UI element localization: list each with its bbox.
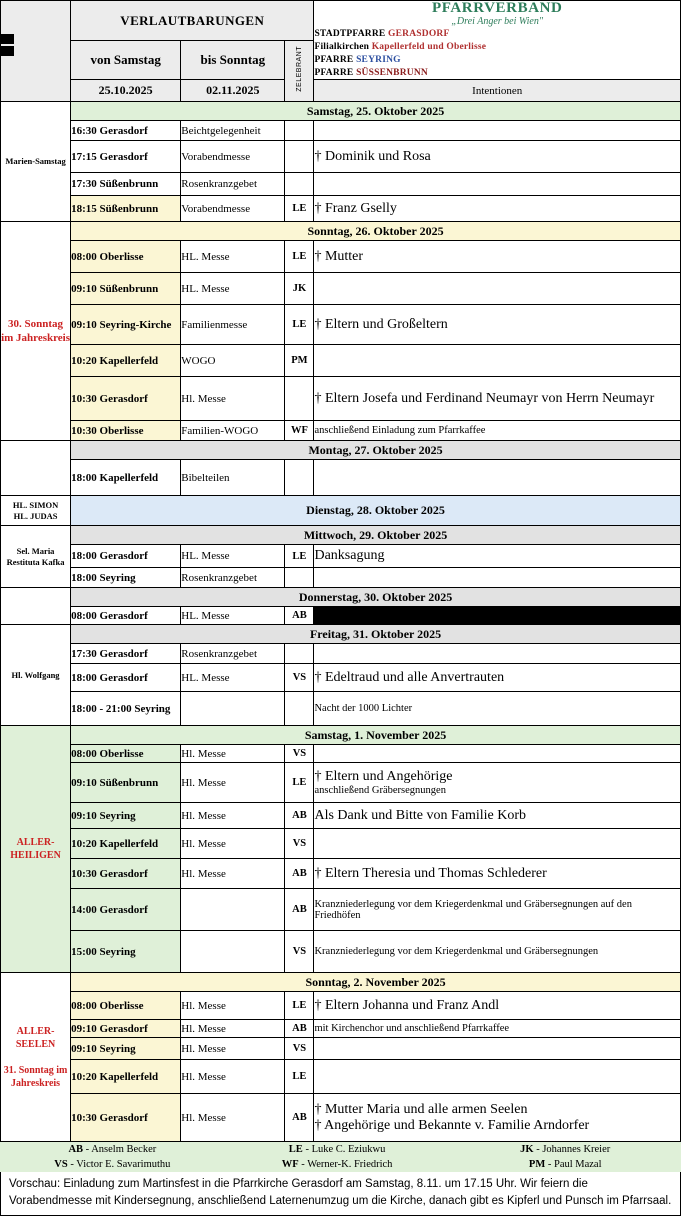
celebrant-code [285, 644, 314, 664]
schedule-row [1, 692, 681, 726]
day-title: Samstag, 25. Oktober 2025 [71, 102, 681, 121]
legend-entry-2: JK - Johannes Kreier [520, 1144, 611, 1156]
schedule-row [1, 1038, 681, 1060]
service-type: Rosenkranzgebet [181, 173, 285, 196]
day-title: Freitag, 31. Oktober 2025 [71, 625, 681, 644]
schedule-row [1, 644, 681, 664]
celebrant-code: LE [285, 763, 314, 803]
celebrant-code: VS [285, 745, 314, 763]
service-type: Bibelteilen [181, 460, 285, 496]
day-header-row [1, 726, 681, 745]
celebrant-code [285, 173, 314, 196]
season-label: Hl. Wolfgang [1, 625, 71, 726]
service-time-place: 18:00 Seyring [71, 568, 181, 588]
celebrant-code: VS [285, 1038, 314, 1060]
celebrant-code: JK [285, 273, 314, 305]
schedule-row [1, 141, 681, 173]
intention-text: † Dominik und Rosa [314, 141, 681, 173]
intention-text: † Edeltraud und alle Anvertrauten [314, 664, 681, 692]
legend-entry-5: PM - Paul Mazal [528, 1159, 602, 1171]
schedule-row [1, 345, 681, 377]
parish-brand-block [314, 1, 681, 80]
service-type: WOGO [181, 345, 285, 377]
service-time-place: 08:00 Oberlisse [71, 745, 181, 763]
intention-text: † Eltern Johanna und Franz Andl [314, 992, 681, 1020]
service-type: Hl. Messe [181, 745, 285, 763]
service-type: Hl. Messe [181, 992, 285, 1020]
intention-text: † Eltern Josefa und Ferdinand Neumayr von Herrn Neumayr [314, 377, 681, 421]
schedule-row [1, 241, 681, 273]
intentions-column-header: Intentionen [314, 80, 681, 102]
service-time-place: 14:00 Gerasdorf [71, 889, 181, 931]
service-type: HL. Messe [181, 664, 285, 692]
celebrant-code: LE [285, 992, 314, 1020]
day-header-row [1, 441, 681, 460]
service-time-place: 18:15 Süßenbrunn [71, 196, 181, 222]
legend-entry-0: AB - Anselm Becker [68, 1144, 157, 1156]
celebrant-code: AB [285, 889, 314, 931]
day-title: Samstag, 1. November 2025 [71, 726, 681, 745]
schedule-row [1, 1094, 681, 1142]
service-time-place: 18:00 Gerasdorf [71, 545, 181, 568]
service-time-place: 09:10 Seyring [71, 803, 181, 829]
service-time-place: 10:20 Kapellerfeld [71, 829, 181, 859]
day-title: Montag, 27. Oktober 2025 [71, 441, 681, 460]
celebrant-code [285, 460, 314, 496]
celebrant-code [285, 568, 314, 588]
preview-note: Vorschau: Einladung zum Martinsfest in die Pfarrkirche Gerasdorf am Samstag, 8.11. um 17.15 Uhr. Wir feiern die Vorabendmesse mit Kindersegnung, anschließend Laternenumzug um die Kirche, danach gibt es Kipferl und Punsch im Pfarrsaal. [0, 1172, 681, 1216]
day-title: Sonntag, 2. November 2025 [71, 973, 681, 992]
celebrant-code: LE [285, 196, 314, 222]
schedule-row [1, 931, 681, 973]
intention-text [314, 568, 681, 588]
service-time-place: 10:30 Oberlisse [71, 421, 181, 441]
day-header-row [1, 526, 681, 545]
service-time-place: 08:00 Oberlisse [71, 992, 181, 1020]
intention-text: † Eltern und Großeltern [314, 305, 681, 345]
service-time-place: 17:30 Süßenbrunn [71, 173, 181, 196]
service-type: Hl. Messe [181, 803, 285, 829]
service-type: Hl. Messe [181, 377, 285, 421]
schedule-row [1, 545, 681, 568]
service-type [181, 931, 285, 973]
celebrant-code: VS [285, 829, 314, 859]
service-type: Rosenkranzgebet [181, 644, 285, 664]
day-title: Sonntag, 26. Oktober 2025 [71, 222, 681, 241]
service-time-place: 18:00 Kapellerfeld [71, 460, 181, 496]
schedule-row [1, 745, 681, 763]
service-type: Hl. Messe [181, 763, 285, 803]
service-time-place: 09:10 Gerasdorf [71, 1020, 181, 1038]
intention-text [314, 1060, 681, 1094]
intention-text [314, 1038, 681, 1060]
day-title: Mittwoch, 29. Oktober 2025 [71, 526, 681, 545]
service-type: Beichtgelegenheit [181, 121, 285, 141]
service-type: Hl. Messe [181, 1038, 285, 1060]
intention-text: Als Dank und Bitte von Familie Korb [314, 803, 681, 829]
range-from-date: 25.10.2025 [71, 80, 181, 102]
celebrant-code: LE [285, 305, 314, 345]
intention-text [314, 345, 681, 377]
schedule-row [1, 460, 681, 496]
intention-text: † Eltern Theresia und Thomas Schlederer [314, 859, 681, 889]
intention-text [314, 173, 681, 196]
day-title: Dienstag, 28. Oktober 2025 [71, 496, 681, 526]
intention-text: Danksagung [314, 545, 681, 568]
schedule-row [1, 377, 681, 421]
schedule-row [1, 607, 681, 625]
season-label: ALLER-SEELEN 31. Sonntag im Jahreskreis [1, 973, 71, 1142]
day-title: Donnerstag, 30. Oktober 2025 [71, 588, 681, 607]
legend-entry-3: VS - Victor E. Savarimuthu [54, 1159, 171, 1171]
schedule-row [1, 1060, 681, 1094]
service-time-place: 10:20 Kapellerfeld [71, 1060, 181, 1094]
service-time-place: 18:00 - 21:00 Seyring [71, 692, 181, 726]
day-header-row [1, 102, 681, 121]
season-label [1, 588, 71, 625]
service-time-place: 08:00 Oberlisse [71, 241, 181, 273]
service-time-place: 08:00 Gerasdorf [71, 607, 181, 625]
schedule-row [1, 992, 681, 1020]
service-type: HL. Messe [181, 273, 285, 305]
print-mark-bottom [0, 46, 14, 56]
range-to-label: bis Sonntag [181, 41, 285, 80]
celebrant-code [285, 141, 314, 173]
service-time-place: 09:10 Süßenbrunn [71, 273, 181, 305]
range-from-label: von Samstag [71, 41, 181, 80]
service-type: Familien-WOGO [181, 421, 285, 441]
celebrant-code: AB [285, 1094, 314, 1142]
celebrant-legend [0, 1142, 681, 1172]
intention-text: † Mutter Maria und alle armen Seelen † Angehörige und Bekannte v. Familie Arndorfer [314, 1094, 681, 1142]
schedule-row [1, 803, 681, 829]
schedule-row [1, 859, 681, 889]
service-type: Hl. Messe [181, 1094, 285, 1142]
intention-text [314, 273, 681, 305]
sheet-title: VERLAUTBARUNGEN [71, 1, 314, 41]
service-time-place: 16:30 Gerasdorf [71, 121, 181, 141]
service-type: HL. Messe [181, 241, 285, 273]
celebrant-code: PM [285, 345, 314, 377]
service-type: Familienmesse [181, 305, 285, 345]
header-row-title [1, 1, 681, 41]
brand-subtitle: „Drei Anger bei Wien" [451, 15, 544, 27]
service-type [181, 692, 285, 726]
service-time-place: 09:10 Süßenbrunn [71, 763, 181, 803]
service-time-place: 15:00 Seyring [71, 931, 181, 973]
service-type [181, 889, 285, 931]
intention-text: anschließend Einladung zum Pfarrkaffee [314, 421, 681, 441]
day-header-row [1, 625, 681, 644]
range-to-date: 02.11.2025 [181, 80, 285, 102]
service-time-place: 10:20 Kapellerfeld [71, 345, 181, 377]
intention-text: Kranzniederlegung vor dem Kriegerdenkmal und Gräbersegnungen [314, 931, 681, 973]
season-label: HL. SIMON HL. JUDAS [1, 496, 71, 526]
service-time-place: 10:30 Gerasdorf [71, 377, 181, 421]
legend-entry-4: WF - Werner-K. Friedrich [281, 1159, 393, 1171]
day-header-row [1, 496, 681, 526]
service-type: HL. Messe [181, 607, 285, 625]
celebrant-code: VS [285, 931, 314, 973]
intention-text: † Mutter [314, 241, 681, 273]
legend-entry-1: LE - Luke C. Eziukwu [288, 1144, 386, 1156]
day-header-row [1, 973, 681, 992]
schedule-row [1, 305, 681, 345]
schedule-row [1, 273, 681, 305]
schedule-row [1, 1020, 681, 1038]
celebrant-code [285, 692, 314, 726]
intention-text: † Franz Gselly [314, 196, 681, 222]
intention-text [314, 460, 681, 496]
schedule-row [1, 173, 681, 196]
celebrant-code: WF [285, 421, 314, 441]
service-time-place: 09:10 Seyring [71, 1038, 181, 1060]
service-type: Rosenkranzgebet [181, 568, 285, 588]
schedule-row [1, 664, 681, 692]
brand-parish-3: PFARRE SEYRING [314, 55, 401, 66]
season-label: ALLER-HEILIGEN [1, 726, 71, 973]
schedule-row [1, 421, 681, 441]
intention-text [314, 745, 681, 763]
intention-text: mit Kirchenchor und anschließend Pfarrkaffee [314, 1020, 681, 1038]
service-type: Vorabendmesse [181, 196, 285, 222]
brand-parish-1: STADTPFARRE GERASDORF [314, 29, 450, 40]
intention-text [314, 644, 681, 664]
service-time-place: 10:30 Gerasdorf [71, 859, 181, 889]
season-label: 30. Sonntag im Jahreskreis [1, 222, 71, 441]
celebrant-column-header: ZELEBRANT [285, 41, 314, 102]
schedule-row [1, 568, 681, 588]
celebrant-code: AB [285, 803, 314, 829]
service-time-place: 17:30 Gerasdorf [71, 644, 181, 664]
service-type: HL. Messe [181, 545, 285, 568]
celebrant-code: VS [285, 664, 314, 692]
brand-parish-4: PFARRE SÜSSENBRUNN [314, 68, 428, 79]
service-time-place: 17:15 Gerasdorf [71, 141, 181, 173]
intention-text [314, 607, 681, 625]
season-label: Marien-Samstag [1, 102, 71, 222]
service-type: Vorabendmesse [181, 141, 285, 173]
print-mark-top [0, 34, 14, 44]
celebrant-code: AB [285, 1020, 314, 1038]
day-header-row [1, 222, 681, 241]
intention-text: Nacht der 1000 Lichter [314, 692, 681, 726]
service-type: Hl. Messe [181, 859, 285, 889]
celebrant-code: LE [285, 1060, 314, 1094]
service-type: Hl. Messe [181, 1020, 285, 1038]
service-time-place: 09:10 Seyring-Kirche [71, 305, 181, 345]
schedule-row [1, 121, 681, 141]
celebrant-code: AB [285, 607, 314, 625]
intention-text: † Eltern und Angehörige anschließend Gräbersegnungen [314, 763, 681, 803]
day-header-row [1, 588, 681, 607]
intention-text: Kranzniederlegung vor dem Kriegerdenkmal und Gräbersegnungen auf den Friedhöfen [314, 889, 681, 931]
celebrant-code [285, 121, 314, 141]
schedule-row [1, 889, 681, 931]
schedule-row [1, 829, 681, 859]
brand-parish-2: Filialkirchen Kapellerfeld und Oberlisse [314, 42, 487, 53]
schedule-row [1, 196, 681, 222]
intention-text [314, 829, 681, 859]
schedule-row [1, 763, 681, 803]
celebrant-code: LE [285, 241, 314, 273]
service-time-place: 10:30 Gerasdorf [71, 1094, 181, 1142]
season-label [1, 441, 71, 496]
celebrant-code: AB [285, 859, 314, 889]
intention-text [314, 121, 681, 141]
season-label: Sel. Maria Restituta Kafka [1, 526, 71, 588]
service-time-place: 18:00 Gerasdorf [71, 664, 181, 692]
brand-name: PFARRVERBAND [431, 0, 563, 16]
celebrant-code [285, 377, 314, 421]
header-row-dates [1, 80, 681, 102]
celebrant-code: LE [285, 545, 314, 568]
service-type: Hl. Messe [181, 829, 285, 859]
service-type: Hl. Messe [181, 1060, 285, 1094]
